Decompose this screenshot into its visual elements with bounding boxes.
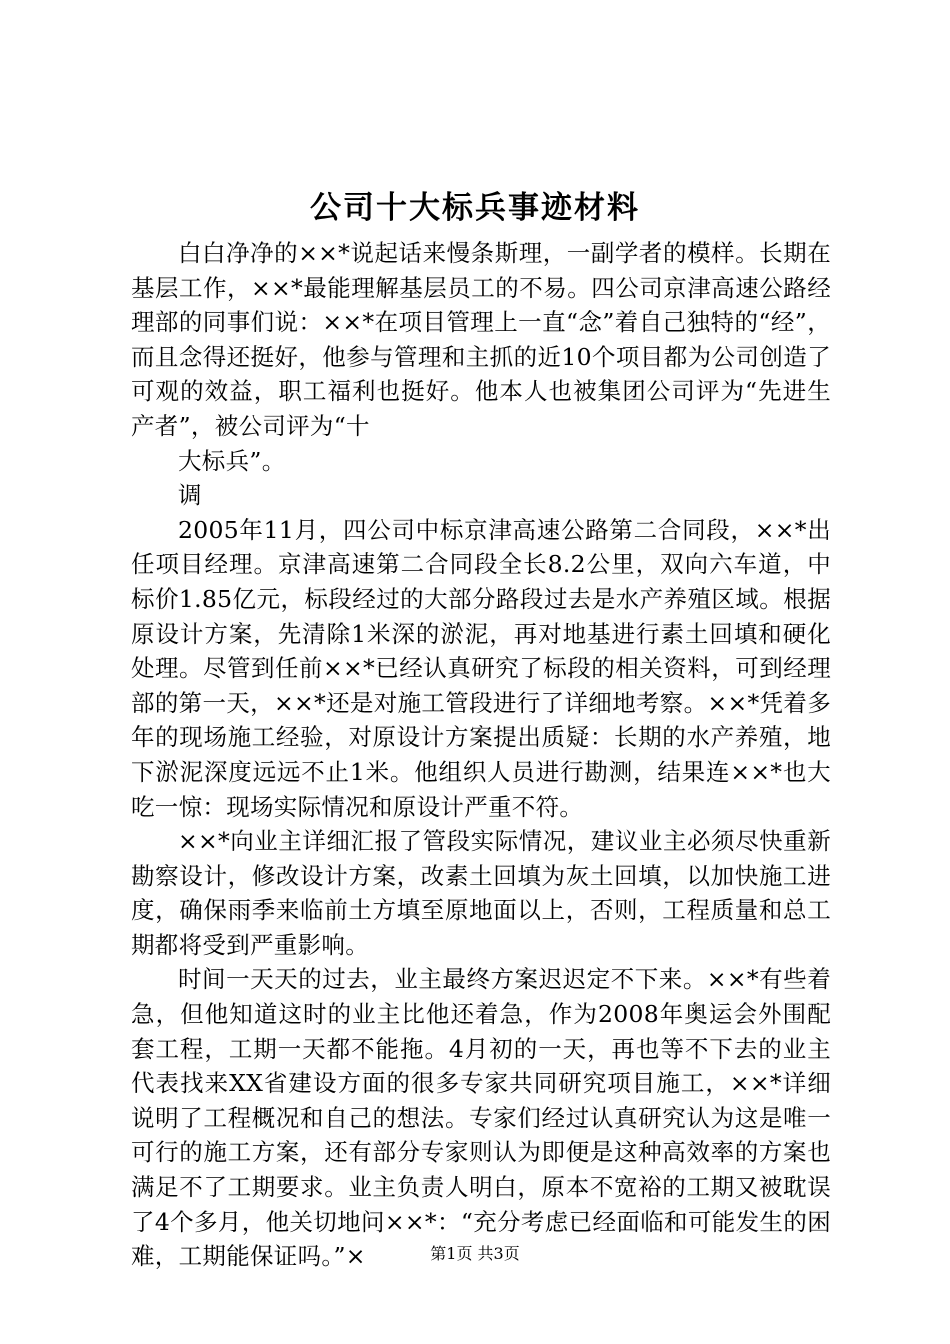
page-number-footer: 第1页 共3页 [430,1244,520,1263]
paragraph-schedule: 时间一天天的过去，业主最终方案迟迟定不下来。××*有些着急，但他知道这时的业主比他还着急，作为2008年奥运会外围配套工程，工期一天都不能拖。4月初的一天，再也等不下去的业主代表找来XX省建设方面的很多专家共同研究项目施工，××*详细说明了工程概况和自己的想法。专家们经过认真研究认为这是唯一可行的施工方案，还有部分专家则认为即便是这种高效率的方案也满足不了工期要求。业主负责人明白，原本不宽裕的工期又被耽误了4个多月，他关切地问××*：“充分考虑已经面临和可能发生的困难，工期能保证吗。”× [131,965,831,1271]
paragraph-report: ××*向业主详细汇报了管段实际情况，建议业主必须尽快重新勘察设计，修改设计方案，改素土回填为灰土回填，以加快施工进度，确保雨季来临前土方填至原地面以上，否则，工程质量和总工期都将受到严重影响。 [131,827,831,959]
paragraph-fragment: 大标兵”。 [178,446,286,475]
paragraph-intro: 白白净净的××*说起话来慢条斯理，一副学者的模样。长期在基层工作，××*最能理解基层员工的不易。四公司京津高速公路经理部的同事们说：××*在项目管理上一直“念”着自己独特的“经”，而且念得还挺好，他参与管理和主抓的近10个项目都为公司创造了可观的效益，职工福利也挺好。他本人也被集团公司评为“先进生产者”，被公司评为“十 [131,239,831,440]
paragraph-fragment-2: 调 [178,481,202,510]
document-title: 公司十大标兵事迹材料 [310,190,640,226]
paragraph-project: 2005年11月，四公司中标京津高速公路第二合同段，××*出任项目经理。京津高速第二合同段全长8.2公里，双向六车道，中标价1.85亿元，标段经过的大部分路段过去是水产养殖区域。根据原设计方案，先清除1米深的淤泥，再对地基进行素土回填和硬化处理。尽管到任前××*已经认真研究了标段的相关资料，可到经理部的第一天，××*还是对施工管段进行了详细地考察。××*凭着多年的现场施工经验，对原设计方案提出质疑：长期的水产养殖，地下淤泥深度远远不止1米。他组织人员进行勘测，结果连××*也大吃一惊：现场实际情况和原设计严重不符。 [131,515,831,821]
document-body [131,236,831,1274]
